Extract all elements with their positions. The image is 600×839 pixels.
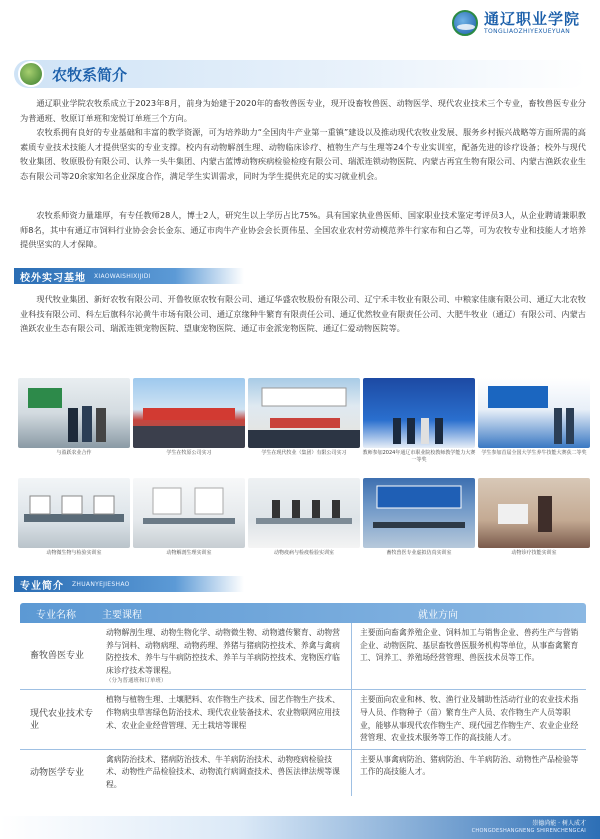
photo-8: [248, 478, 360, 548]
header-courses: 主要课程: [102, 609, 142, 621]
major-jobs: 主要从事禽病防治、猪病防治、牛羊病防治、动物性产品检验等工作的高技能人才。: [360, 754, 579, 777]
photo-5: [478, 378, 590, 448]
photo-caption-10: 动物诊疗技能实训室: [511, 550, 557, 556]
footer-band: [0, 816, 600, 839]
dept-paragraph-3: 农牧系师资力量雄厚，有专任教师28人，博士2人，研究生以上学历占比75%。具有国家执业兽医师、国家职业技术鉴定考评员3人，从企业聘请兼职教师8名，其中有通辽市饲料行业协会会长金东、通辽市肉牛产业协会会长贾伟星、全国农业农村劳动模范养牛行家布和白乙等，可为农牧专业和技能人才培养提供坚实的人才保障。: [20, 210, 586, 250]
dept-paragraph-2: 农牧系拥有良好的专业基础和丰富的教学资源，可为培养助力“全国肉牛产业第一重镇”建设以及推动现代农牧业发展、服务乡村振兴战略等方面所需的高素质专业技术技能人才提供坚实的专业支撑。校内有动物解剖生理、动物临床诊疗、植物生产与生理等24个专业实训室，配备先进的诊疗设备；校外与现代牧业集团、牧原股份有限公司、认养一头牛集团、内蒙古蓝博动物疾病检验检疫有限公司、瑞派连锁动物医院、内蒙古再宜生物有限公司、内蒙古渔跃农业生态有限公司等20余家知名企业深度合作，满足学生实训需求，同时为学生提供充足的实习就业机会。: [20, 127, 586, 181]
majors-table-header: [20, 603, 586, 623]
logo-name-cn: 通辽职业学院: [483, 9, 580, 28]
photo-1: [18, 378, 130, 448]
majors-title-cn: 专业简介: [20, 580, 64, 592]
dept-emblem-icon: [18, 61, 44, 87]
photo-caption-3: 学生在现代牧业（集团）有限公司实习: [261, 450, 347, 456]
majors-table: [20, 603, 586, 796]
photo-caption-9: 畜牧兽医专业虚拟仿真实训室: [386, 550, 452, 556]
courses-text: 禽病防治技术、猪病防治技术、牛羊病防治技术、动物疫病检验技术、动物性产品检验技术、动物流行病调查技术、兽医法律法规等课程。: [106, 754, 340, 789]
dept-paragraph-1: 通辽职业学院农牧系成立于2023年8月，前身为始建于2020年的畜牧兽医专业，现开设畜牧兽医、动物医学、现代农业技术三个专业，畜牧兽医专业分为普通班、牧原订单班和宠悦订单班三个方向。: [20, 98, 586, 123]
header-jobs: 就业方向: [418, 609, 458, 621]
major-courses: [102, 623, 352, 689]
photo-caption-6: 动物微生物与检验实训室: [46, 550, 102, 556]
major-name: 动物医学专业: [30, 767, 85, 778]
logo-name-en: TONGLIAOZHIYEXUEYUAN: [483, 27, 571, 35]
courses-text: 动物解剖生理、动物生物化学、动物微生物、动物遗传繁育、动物营养与饲料、动物病理、动物药理、养猪与猪病防控技术、养禽与禽病防控技术、养牛与牛病防控技术、养羊与羊病防控技术、宠物医疗临床诊疗技术等课程。: [106, 628, 340, 675]
photo-7: [133, 478, 245, 548]
photo-4: [363, 378, 475, 448]
photo-caption-7: 动物解剖生理实训室: [166, 550, 212, 556]
table-row: [20, 750, 586, 796]
internship-title-en: XIAOWAISHIXIJIDI: [94, 272, 151, 280]
photo-6: [18, 478, 130, 548]
majors-title-en: ZHUANYEJIESHAO: [72, 580, 130, 588]
major-courses: [102, 750, 352, 796]
courses-text: 植物与植物生理、土壤肥料、农作物生产技术、园艺作物生产技术、作物病虫草害绿色防治技术、现代农业装备技术、农业物联网应用技术、农业企业经营管理、无土栽培等课程: [106, 695, 340, 730]
photo-caption-4: 教师参加2024年通辽市职业院校教师教学能力大赛一等奖: [362, 450, 476, 463]
photo-caption-8: 动物疫病与检疫检验实训室: [273, 550, 334, 556]
major-name: 畜牧兽医专业: [30, 651, 85, 662]
photo-3: [248, 378, 360, 448]
internship-text: 现代牧业集团、新好农牧有限公司、开鲁牧原农牧有限公司、通辽华盛农牧股份有限公司、辽宁禾丰牧业有限公司、中粮家佳康有限公司、通辽大北农牧业科技有限公司、科左后旗科尔沁黄牛市场有限公司、通辽京缘种牛繁育有限责任公司、通辽优然牧业有限责任公司、大肥牛牧业（通辽）有限公司、内蒙古渔跃农业生态有限公司、瑞派连锁宠物医院、望康宠物医院、通辽市金派宠物医院、通辽仁爱动物医院等。: [20, 294, 586, 334]
table-row: [20, 623, 586, 690]
photo-caption-2: 学生在牧原公司实习: [166, 450, 212, 456]
footer-motto-cn: 崇德尚能 · 树人成才: [532, 820, 586, 827]
major-jobs: 主要面向农业和林、牧、渔行业及辅助性活动行业的农业技术指导人员、作物种子（苗）繁育生产人员、农作物生产人员等职业，能够从事现代农作物生产、现代园艺作物生产、农业企业经营管理、农业技术服务等工作的高技能人才。: [360, 695, 579, 743]
header-major-name: 专业名称: [36, 609, 76, 621]
college-logo: [452, 10, 580, 36]
major-name: 现代农业技术专业: [30, 708, 94, 731]
photo-9: [363, 478, 475, 548]
majors-title-bar: [14, 576, 244, 592]
photo-caption-1: 与盈跃农业合作: [56, 450, 92, 456]
dept-title: 农牧系简介: [52, 65, 128, 84]
internship-title-bar: [14, 268, 244, 284]
major-jobs: 主要面向畜禽养殖企业、饲料加工与销售企业、兽药生产与营销企业、动物医院、基层畜牧兽医服务机构等单位，从事畜禽繁育工、饲养工、养殖场经营管理、兽医技术员等工作。: [360, 628, 579, 663]
internship-title-cn: 校外实习基地: [20, 272, 86, 284]
college-emblem-icon: [452, 10, 478, 36]
table-row: [20, 690, 586, 749]
courses-note: （分为普通班和订单班）: [106, 678, 167, 685]
major-courses: [102, 690, 352, 748]
photo-10: [478, 478, 590, 548]
dept-title-bar: [14, 60, 586, 88]
photo-2: [133, 378, 245, 448]
photo-caption-5: 学生参加首届全国大学生养牛技能大赛获二等奖: [481, 450, 587, 456]
footer-motto-en: CHONGDESHANGNENG SHIRENCHENGCAI: [471, 828, 586, 834]
